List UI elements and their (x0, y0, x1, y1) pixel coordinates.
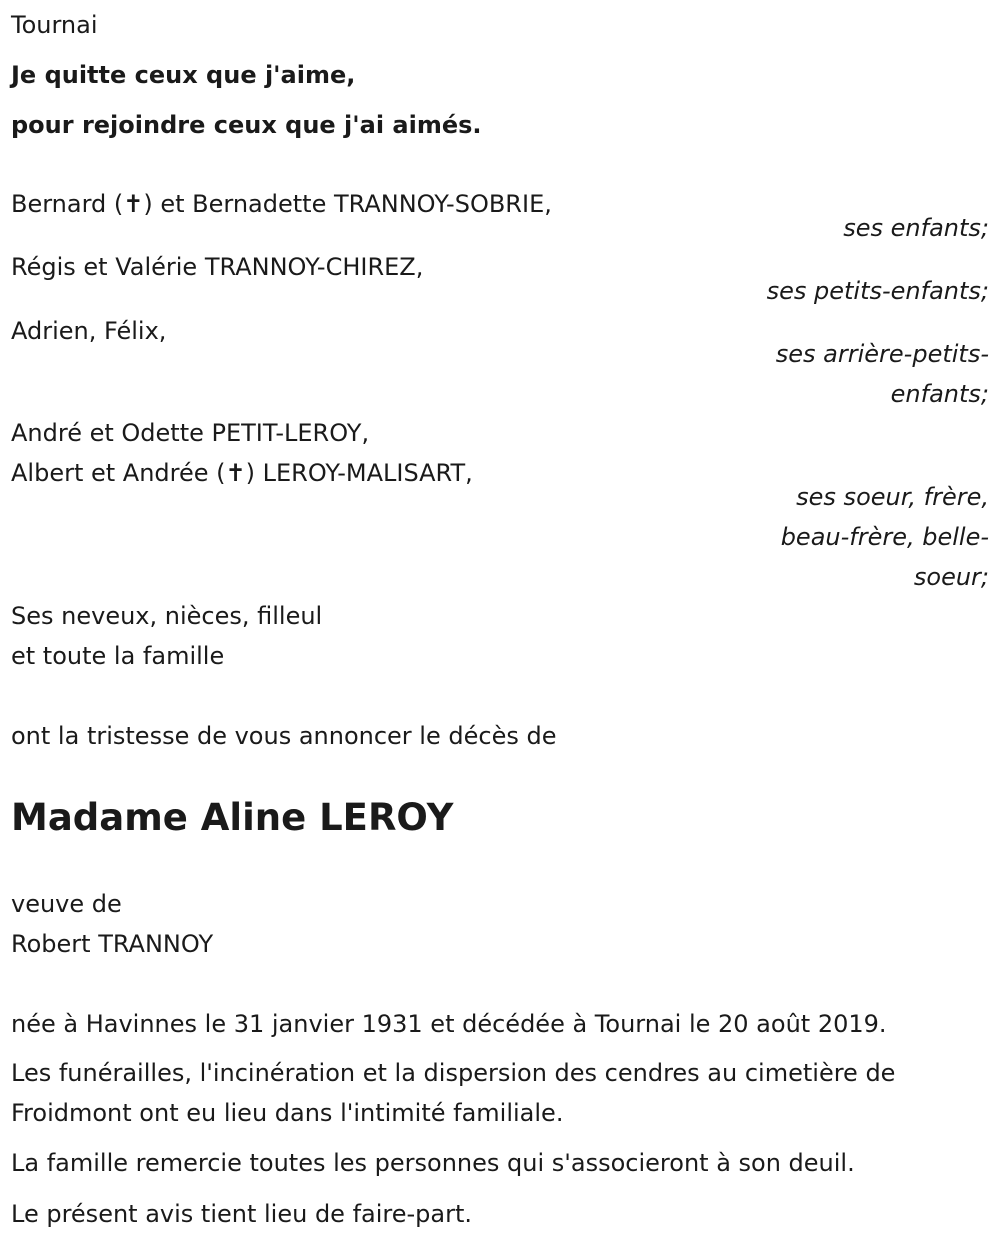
family-siblings-names-2: Albert et Andrée (✝) LEROY-MALISART, (11, 459, 473, 487)
others-line-1: Ses neveux, nièces, filleul (11, 602, 323, 630)
announcement: ont la tristesse de vous annoncer le décès de (11, 722, 557, 750)
family-children-relation: ses enfants; (843, 214, 989, 242)
quote-line-2: pour rejoindre ceux que j'ai aimés. (11, 111, 482, 139)
birth-death-dates: née à Havinnes le 31 janvier 1931 et décédée à Tournai le 20 août 2019. (11, 1010, 887, 1038)
family-grandchildren-relation: ses petits-enfants; (766, 277, 989, 305)
quote-line-1: Je quitte ceux que j'aime, (11, 61, 356, 89)
family-great-grandchildren-relation-2: enfants; (890, 380, 989, 408)
widow-line-1: veuve de (11, 890, 122, 918)
family-great-grandchildren-names: Adrien, Félix, (11, 317, 167, 345)
others-line-2: et toute la famille (11, 642, 225, 670)
notice: Le présent avis tient lieu de faire-part. (11, 1200, 473, 1228)
funeral-line-1: Les funérailles, l'incinération et la dispersion des cendres au cimetière de (11, 1059, 896, 1087)
deceased-name: Madame Aline LEROY (11, 796, 454, 839)
family-siblings-relation-2: beau-frère, belle- (780, 523, 989, 551)
family-siblings-relation-1: ses soeur, frère, (796, 483, 989, 511)
city: Tournai (11, 11, 98, 39)
widow-line-2: Robert TRANNOY (11, 930, 214, 958)
funeral-line-2: Froidmont ont eu lieu dans l'intimité familiale. (11, 1099, 564, 1127)
family-siblings-relation-3: soeur; (913, 563, 989, 591)
family-children-names: Bernard (✝) et Bernadette TRANNOY-SOBRIE, (11, 190, 552, 218)
family-great-grandchildren-relation-1: ses arrière-petits- (775, 340, 989, 368)
thanks: La famille remercie toutes les personnes qui s'associeront à son deuil. (11, 1149, 855, 1177)
family-siblings-names-1: André et Odette PETIT-LEROY, (11, 419, 370, 447)
family-grandchildren-names: Régis et Valérie TRANNOY-CHIREZ, (11, 253, 424, 281)
